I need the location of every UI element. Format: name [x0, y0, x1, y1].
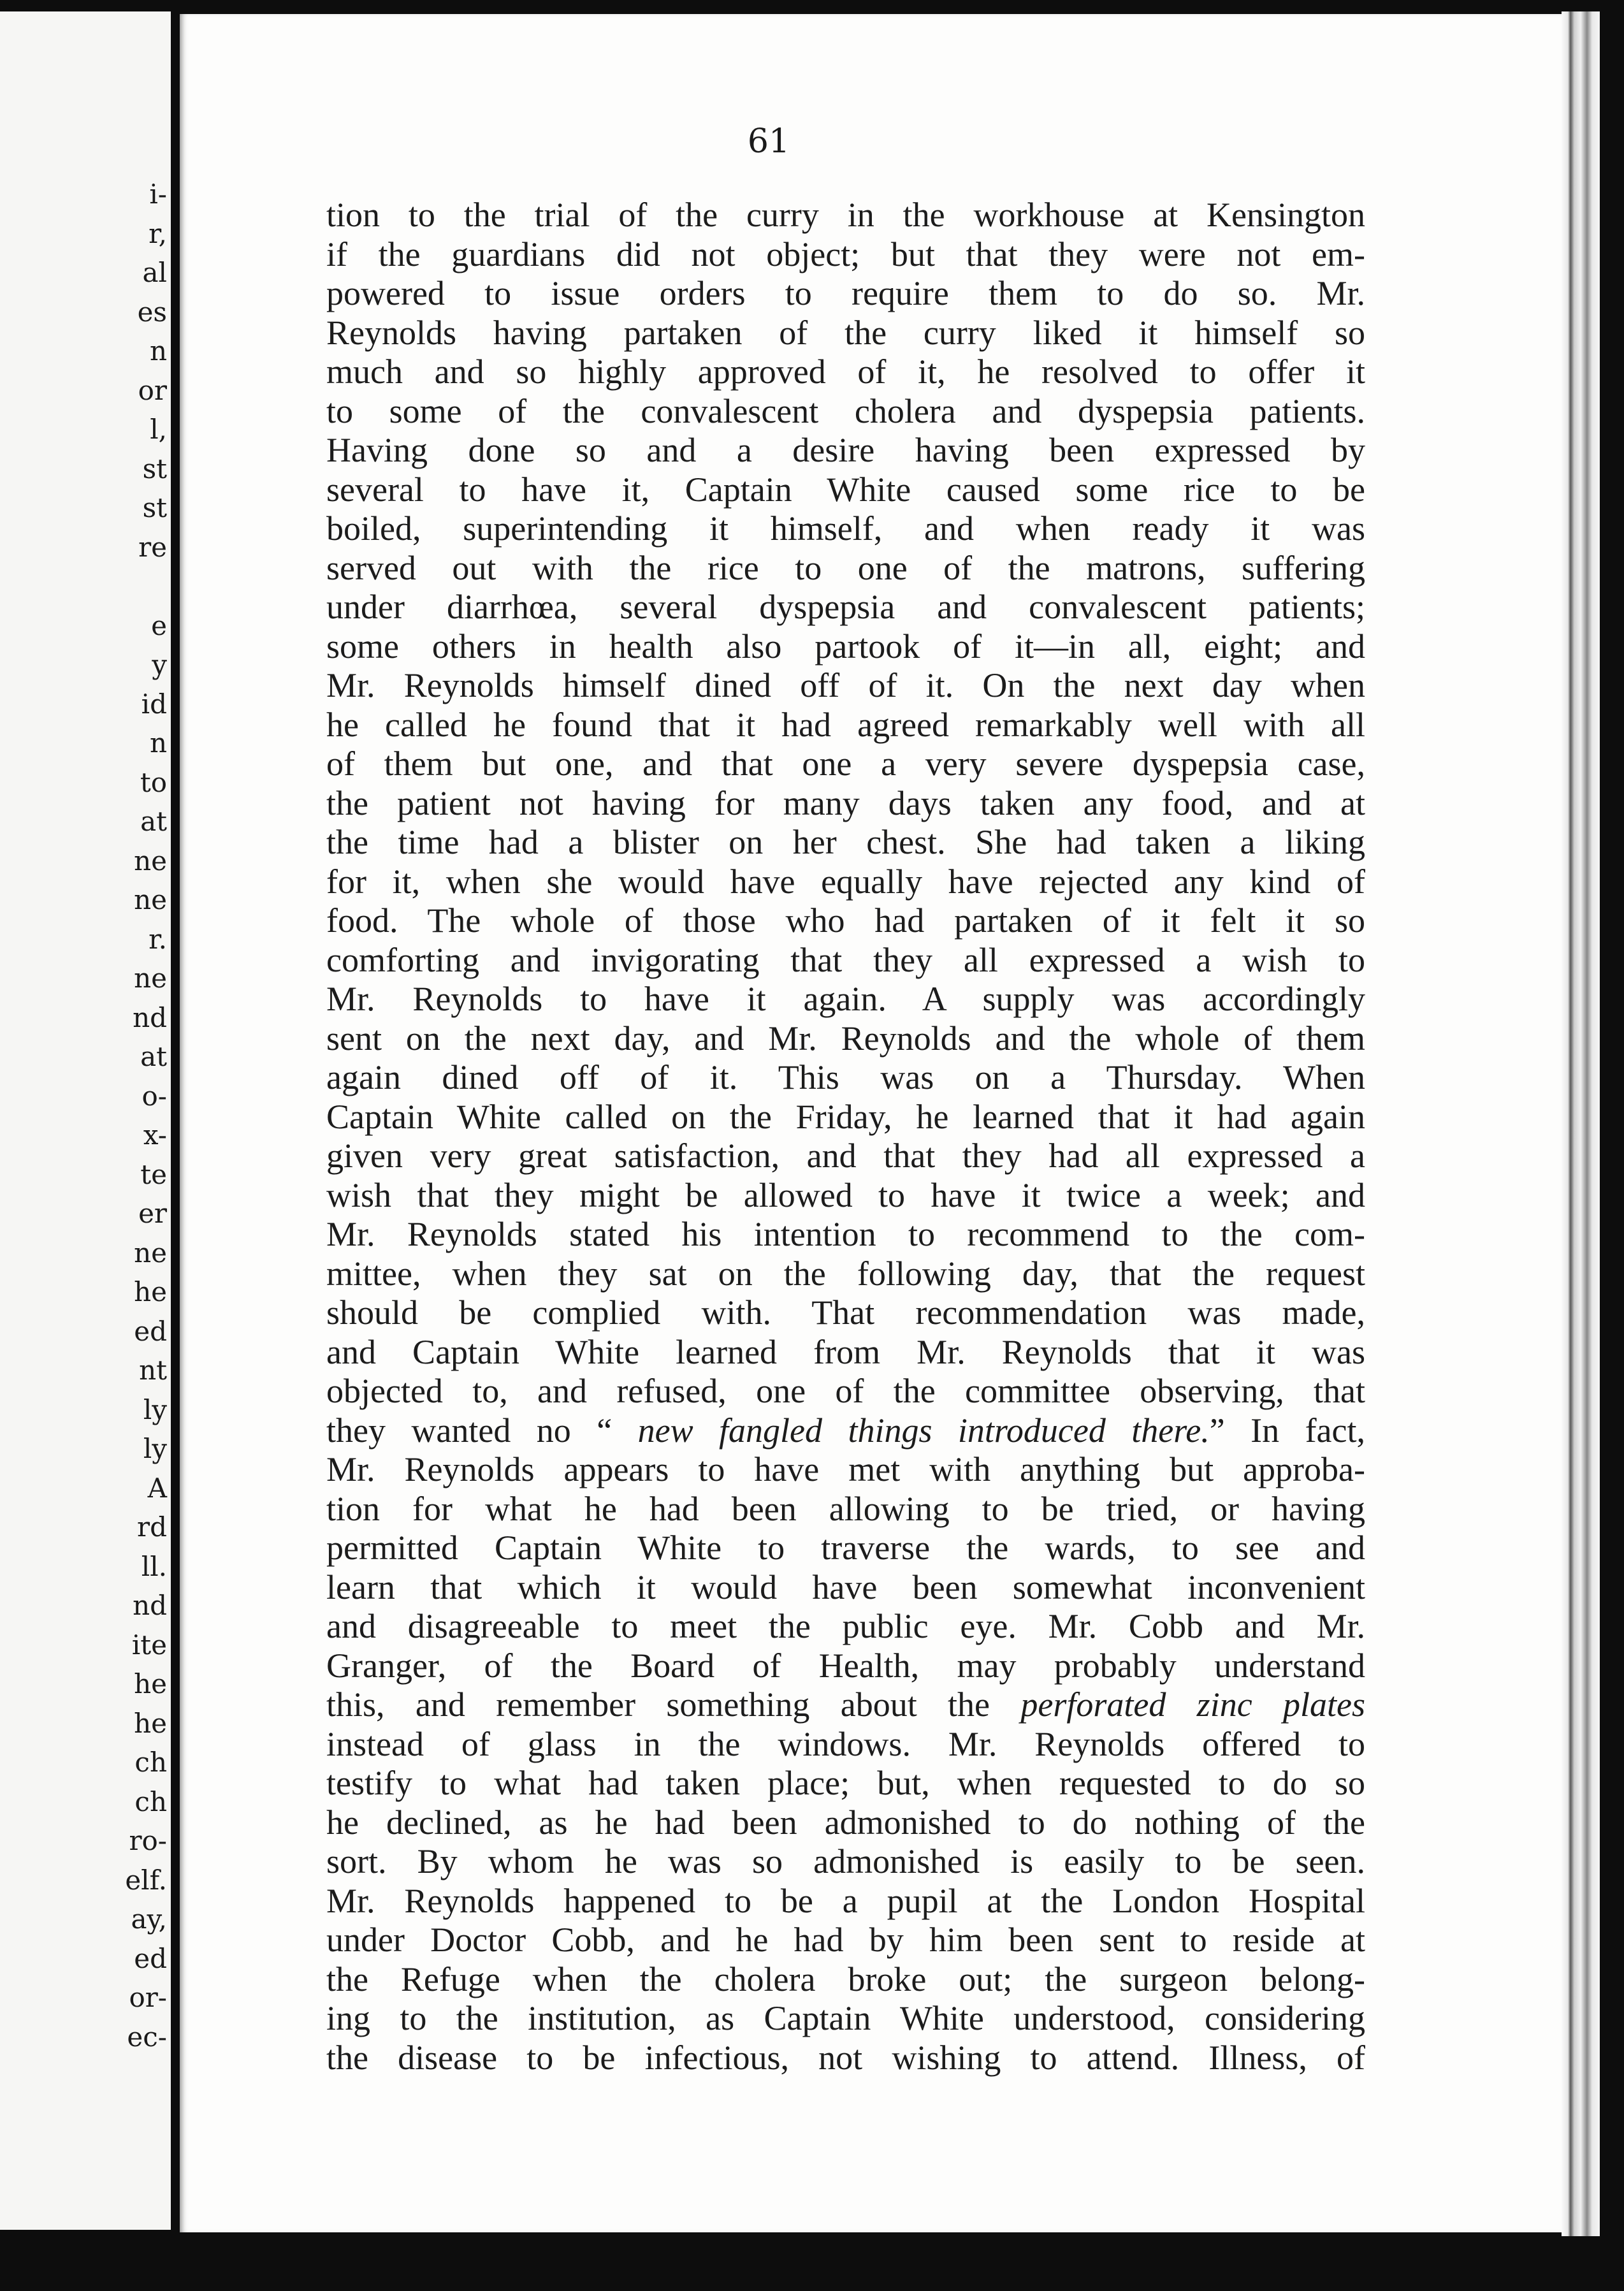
- text-line: under diarrhœa, several dyspepsia and convalescent patients;: [326, 588, 1365, 626]
- text-line: food. The whole of those who had partaken of it felt it so: [326, 901, 1365, 940]
- book-gutter: [171, 0, 180, 2291]
- text-line: mittee, when they sat on the following day, that the request: [326, 1254, 1365, 1293]
- text-line: ing to the institution, as Captain White understood, considering: [326, 1999, 1365, 2037]
- previous-page-fragment: r,: [149, 217, 167, 249]
- previous-page-fragment: es: [137, 296, 167, 328]
- previous-page-fragment: ly: [143, 1393, 167, 1425]
- text-line: under Doctor Cobb, and he had by him been sent to reside at: [326, 1921, 1365, 1959]
- text-line: should be complied with. That recommendation was made,: [326, 1293, 1365, 1332]
- text-line: much and so highly approved of it, he resolved to offer it: [326, 353, 1365, 391]
- text-line: sent on the next day, and Mr. Reynolds and the whole of them: [326, 1019, 1365, 1058]
- text-line: this, and remember something about the perforated zinc plates: [326, 1685, 1365, 1724]
- previous-page-fragment: x-: [143, 1119, 167, 1151]
- text-line: the time had a blister on her chest. She had taken a liking: [326, 823, 1365, 861]
- page-number: 61: [747, 122, 790, 161]
- text-line: Having done so and a desire having been expressed by: [326, 431, 1365, 469]
- previous-page-fragment: n: [149, 727, 167, 759]
- text-line: sort. By whom he was so admonished is easily to be seen.: [326, 1842, 1365, 1880]
- text-line: if the guardians did not object; but that they were not em-: [326, 235, 1365, 273]
- text-line: comforting and invigorating that they all expressed a wish to: [326, 940, 1365, 979]
- previous-page-fragment: he: [134, 1276, 167, 1307]
- previous-page-fragment: te: [140, 1158, 167, 1190]
- text-line: given very great satisfaction, and that they had all expressed a: [326, 1137, 1365, 1175]
- text-line: the disease to be infectious, not wishing to attend. Illness, of: [326, 2038, 1365, 2077]
- previous-page-fragment: o-: [141, 1080, 167, 1112]
- previous-page-fragment: he: [134, 1707, 167, 1739]
- text-line: wish that they might be allowed to have it twice a week; and: [326, 1175, 1365, 1214]
- italic-phrase: new fangled things introduced there.: [637, 1411, 1210, 1450]
- text-line: again dined off of it. This was on a Thursday. When: [326, 1058, 1365, 1096]
- previous-page-fragment: or-: [129, 1982, 167, 2013]
- previous-page-fragment: ne: [134, 884, 167, 915]
- text-line: Mr. Reynolds stated his intention to recommend to the com-: [326, 1215, 1365, 1253]
- text-line: the patient not having for many days taken any food, and at: [326, 783, 1365, 822]
- text-line: tion to the trial of the curry in the workhouse at Kensington: [326, 196, 1365, 234]
- previous-page-fragment: ne: [134, 845, 167, 876]
- previous-page-fragment: re: [138, 531, 167, 563]
- text-line: objected to, and refused, one of the committee observing, that: [326, 1372, 1365, 1410]
- text-line: to some of the convalescent cholera and dyspepsia patients.: [326, 391, 1365, 430]
- previous-page-fragment: ec-: [127, 2021, 167, 2053]
- previous-page-fragment: st: [142, 492, 167, 523]
- previous-page-fragment: y: [152, 649, 167, 680]
- previous-page-fragment: ch: [134, 1786, 167, 1817]
- page-body-text: [326, 196, 1365, 2077]
- previous-page-fragment: elf.: [125, 1864, 167, 1896]
- previous-page-edge: [0, 11, 171, 2230]
- previous-page-fragment: he: [134, 1668, 167, 1699]
- previous-page-fragment: r.: [149, 923, 167, 955]
- book-page: [180, 14, 1562, 2232]
- text-line: they wanted no “ new fangled things introduced there.” In fact,: [326, 1411, 1365, 1450]
- previous-page-fragment: A: [147, 1472, 167, 1504]
- text-line: served out with the rice to one of the matrons, suffering: [326, 548, 1365, 587]
- text-line: Mr. Reynolds appears to have met with anything but approba-: [326, 1450, 1365, 1488]
- text-line: testify to what had taken place; but, when requested to do so: [326, 1764, 1365, 1802]
- previous-page-fragment: l,: [150, 414, 167, 445]
- italic-phrase: perforated zinc plates: [1020, 1685, 1365, 1724]
- previous-page-fragment: ro-: [129, 1825, 167, 1856]
- previous-page-fragment: ed: [134, 1942, 167, 1974]
- text-line: Mr. Reynolds to have it again. A supply was accordingly: [326, 980, 1365, 1018]
- text-line: Mr. Reynolds happened to be a pupil at the London Hospital: [326, 1881, 1365, 1920]
- text-line: learn that which it would have been somewhat inconvenient: [326, 1567, 1365, 1606]
- previous-page-fragment: ch: [134, 1747, 167, 1778]
- previous-page-fragment: at: [140, 806, 167, 837]
- scan-bottom-border: [0, 2236, 1624, 2291]
- previous-page-fragment: ne: [134, 963, 167, 994]
- previous-page-fragment: er: [138, 1198, 167, 1229]
- text-line: he called he found that it had agreed remarkably well with all: [326, 705, 1365, 744]
- previous-page-fragment: id: [141, 688, 167, 720]
- previous-page-fragment: at: [140, 1041, 167, 1072]
- text-line: Granger, of the Board of Health, may probably understand: [326, 1646, 1365, 1685]
- previous-page-fragment: al: [142, 257, 167, 288]
- text-line: powered to issue orders to require them to do so. Mr.: [326, 274, 1365, 312]
- page-stack-edge: [1562, 11, 1600, 2236]
- text-line: Mr. Reynolds himself dined off of it. On the next day when: [326, 666, 1365, 704]
- text-line: for it, when she would have equally have rejected any kind of: [326, 862, 1365, 901]
- text-line: several to have it, Captain White caused some rice to be: [326, 470, 1365, 509]
- text-line: and disagreeable to meet the public eye. Mr. Cobb and Mr.: [326, 1607, 1365, 1645]
- text-line: of them but one, and that one a very severe dyspepsia case,: [326, 745, 1365, 783]
- previous-page-fragment: nd: [133, 1590, 167, 1621]
- text-line: he declined, as he had been admonished to do nothing of the: [326, 1803, 1365, 1842]
- previous-page-fragment: ne: [134, 1237, 167, 1269]
- previous-page-fragment: ll.: [141, 1550, 167, 1582]
- previous-page-fragment: n: [149, 335, 167, 367]
- text-line: some others in health also partook of it—in all, eight; and: [326, 627, 1365, 665]
- text-line: Reynolds having partaken of the curry liked it himself so: [326, 313, 1365, 352]
- previous-page-fragment: ed: [134, 1315, 167, 1347]
- previous-page-fragment: e: [151, 609, 167, 641]
- previous-page-fragment: i-: [149, 178, 167, 210]
- text-line: boiled, superintending it himself, and when ready it was: [326, 509, 1365, 548]
- text-line: permitted Captain White to traverse the wards, to see and: [326, 1529, 1365, 1567]
- previous-page-fragment: st: [142, 453, 167, 484]
- previous-page-fragment: ay,: [131, 1903, 167, 1935]
- previous-page-fragment: or: [138, 374, 167, 406]
- text-line: the Refuge when the cholera broke out; the surgeon belong-: [326, 1960, 1365, 1998]
- previous-page-fragment: nt: [139, 1355, 167, 1386]
- previous-page-fragment: ite: [131, 1629, 167, 1661]
- previous-page-fragment: to: [140, 766, 167, 798]
- text-line: Captain White called on the Friday, he learned that it had again: [326, 1097, 1365, 1136]
- text-line: instead of glass in the windows. Mr. Reynolds offered to: [326, 1724, 1365, 1763]
- text-line: tion for what he had been allowing to be tried, or having: [326, 1489, 1365, 1528]
- text-line: and Captain White learned from Mr. Reynolds that it was: [326, 1332, 1365, 1371]
- previous-page-fragment: nd: [133, 1001, 167, 1033]
- previous-page-fragment: rd: [137, 1511, 167, 1543]
- previous-page-fragment: ly: [143, 1433, 167, 1464]
